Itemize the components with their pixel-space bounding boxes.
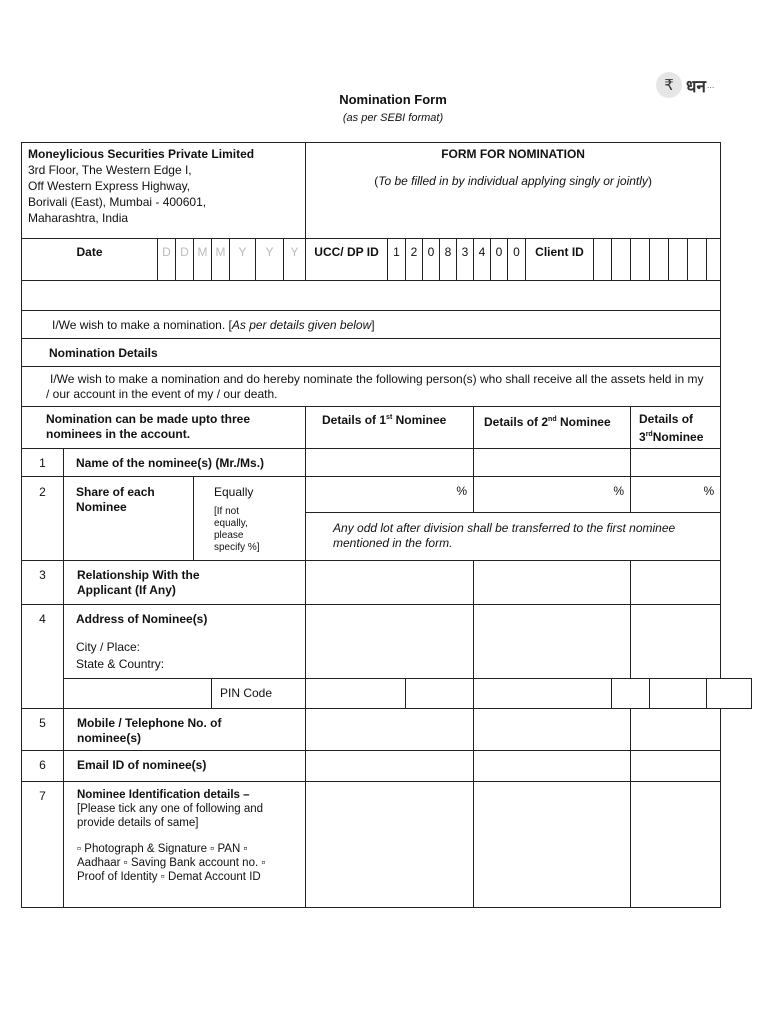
row-4-number: 4	[22, 605, 64, 709]
share-note: [If not equally, please specify %]	[214, 506, 260, 553]
ucc-digit-7: 0	[491, 239, 508, 281]
share-equally-cell	[194, 477, 306, 561]
form-heading-note	[312, 174, 714, 189]
client-id-box-1[interactable]	[594, 239, 612, 281]
nominee-1-relationship[interactable]	[306, 561, 474, 605]
date-box-d1[interactable]: D	[158, 239, 176, 281]
date-box-y1[interactable]: Y	[230, 239, 256, 281]
date-label: Date	[22, 239, 158, 281]
nominee-1-phone[interactable]	[306, 709, 474, 751]
nominee-3-relationship[interactable]	[631, 561, 721, 605]
nominee-3-heading	[631, 407, 721, 449]
declaration-text: I/We wish to make a nomination and do hereby nominate the following person(s) who shall receive all the assets held in my / our account in the event of my / our death.	[22, 367, 721, 407]
nominee-2-identification[interactable]	[474, 782, 631, 908]
nominee-3-address[interactable]	[631, 605, 721, 679]
city-label: City / Place:	[76, 640, 141, 654]
address-line-2: Off Western Express Highway,	[28, 179, 191, 193]
wish-close: ]	[371, 318, 375, 332]
ucc-digit-5: 3	[457, 239, 474, 281]
n3-sup: rd	[645, 431, 653, 438]
address-line-3: Borivali (East), Mumbai - 400601,	[28, 195, 207, 209]
rupee-icon: ₹	[656, 72, 682, 98]
ucc-digit-6: 4	[474, 239, 491, 281]
nominee-3-phone[interactable]	[631, 709, 721, 751]
row-4-label: Address of Nominee(s)	[76, 612, 208, 626]
row-5-label: Mobile / Telephone No. of nominee(s)	[64, 709, 306, 751]
n2-tail: Nominee	[556, 415, 611, 429]
client-id-label: Client ID	[526, 239, 594, 281]
date-box-d2[interactable]: D	[176, 239, 194, 281]
row-7-number: 7	[22, 782, 64, 908]
client-id-box-5[interactable]	[669, 239, 688, 281]
state-label: State & Country:	[76, 657, 165, 671]
nominee-2-pin-a[interactable]	[474, 679, 612, 709]
nominee-2-relationship[interactable]	[474, 561, 631, 605]
n1-sup: st	[386, 414, 393, 421]
row-2-number: 2	[22, 477, 64, 561]
note-paren-close: )	[647, 174, 652, 188]
pct-3: %	[703, 484, 715, 498]
row-7-instructions: [Please tick any one of following and provide details of same]	[77, 803, 264, 829]
nomination-form-table	[21, 142, 752, 908]
brand-dots: ...	[706, 80, 715, 90]
address-blank-cell	[64, 679, 212, 709]
n2-text: Details of 2	[484, 415, 549, 429]
row-1-number: 1	[22, 449, 64, 477]
ucc-dp-id-text: UCC/ DP ID	[314, 245, 379, 259]
nominee-2-pin-b[interactable]	[612, 679, 650, 709]
page-subtitle: (as per SEBI format)	[342, 112, 444, 124]
nominee-2-name[interactable]	[474, 449, 631, 477]
address-line-1: 3rd Floor, The Western Edge I,	[28, 163, 192, 177]
nominee-2-phone[interactable]	[474, 709, 631, 751]
nominee-1-pin-b[interactable]	[406, 679, 474, 709]
ucc-dp-id-label	[306, 239, 388, 281]
company-address-cell	[22, 143, 306, 239]
nominee-1-share[interactable]	[306, 477, 474, 513]
note-paren-open: (	[374, 174, 379, 188]
n1-tail: Nominee	[392, 413, 447, 427]
id-options: ▫ Photograph & Signature ▫ PAN ▫ Aadhaar ▫ Saving Bank account no. ▫ Proof of Identity ▫ Demat Account ID	[77, 843, 266, 883]
client-id-box-4[interactable]	[650, 239, 669, 281]
client-id-box-7[interactable]	[707, 239, 721, 281]
nominee-3-pin-b[interactable]	[707, 679, 752, 709]
company-name: Moneylicious Securities Private Limited	[28, 147, 255, 161]
nominee-1-identification[interactable]	[306, 782, 474, 908]
wish-italic: As per details given below	[231, 318, 372, 332]
nominee-1-name[interactable]	[306, 449, 474, 477]
page-title: Nomination Form	[339, 92, 447, 107]
row-7-label: Nominee Identification details –	[77, 789, 250, 801]
odd-lot-note: Any odd lot after division shall be transferred to the first nominee mentioned in the form.	[306, 513, 721, 561]
brand-wordmark: धन	[686, 76, 706, 97]
equally-label: Equally	[214, 485, 254, 499]
row-5-number: 5	[22, 709, 64, 751]
date-box-m2[interactable]: M	[212, 239, 230, 281]
row-7-cell	[64, 782, 306, 908]
wish-row	[22, 311, 721, 339]
nominee-3-share[interactable]	[631, 477, 721, 513]
client-id-box-6[interactable]	[688, 239, 707, 281]
note-text: To be filled in by individual applying singly or jointly	[378, 174, 648, 188]
nominee-limit-note: Nomination can be made upto three nominees in the account.	[22, 407, 306, 449]
ucc-digit-4: 8	[440, 239, 457, 281]
row-3-label: Relationship With the Applicant (If Any)	[64, 561, 306, 605]
form-heading-cell	[306, 143, 721, 239]
client-id-box-3[interactable]	[631, 239, 650, 281]
nominee-2-address[interactable]	[474, 605, 631, 679]
ucc-digit-1: 1	[388, 239, 406, 281]
nominee-3-name[interactable]	[631, 449, 721, 477]
pct-2: %	[613, 484, 625, 498]
pct-1: %	[456, 484, 468, 498]
nominee-3-identification[interactable]	[631, 782, 721, 908]
n2-sup: nd	[548, 416, 557, 423]
ucc-digit-8: 0	[508, 239, 526, 281]
nominee-1-heading	[306, 407, 474, 449]
date-box-m1[interactable]: M	[194, 239, 212, 281]
n1-text: Details of 1	[322, 413, 387, 427]
nominee-1-email[interactable]	[306, 751, 474, 782]
ucc-digit-3: 0	[423, 239, 440, 281]
row-2-label: Share of each Nominee	[64, 477, 194, 561]
form-heading: FORM FOR NOMINATION	[441, 147, 585, 161]
nominee-2-share[interactable]	[474, 477, 631, 513]
client-id-box-2[interactable]	[612, 239, 631, 281]
date-box-y3[interactable]: Y	[284, 239, 306, 281]
address-line-4: Maharashtra, India	[28, 211, 129, 225]
nomination-details-heading: Nomination Details	[22, 339, 721, 367]
nominee-3-email[interactable]	[631, 751, 721, 782]
ucc-digit-2: 2	[406, 239, 423, 281]
wish-text: I/We wish to make a nomination. [	[52, 318, 232, 332]
nominee-2-email[interactable]	[474, 751, 631, 782]
row-1-label: Name of the nominee(s) (Mr./Ms.)	[64, 449, 306, 477]
nominee-3-pin-a[interactable]	[650, 679, 707, 709]
nominee-1-address[interactable]	[306, 605, 474, 679]
row-6-number: 6	[22, 751, 64, 782]
row-6-label: Email ID of nominee(s)	[64, 751, 306, 782]
date-box-y2[interactable]: Y	[256, 239, 284, 281]
nominee-1-pin-a[interactable]	[306, 679, 406, 709]
n3-text: Details of 3	[639, 412, 694, 444]
pin-code-label: PIN Code	[212, 679, 306, 709]
blank-row	[22, 281, 721, 311]
n3-tail: Nominee	[652, 430, 704, 444]
row-4-label-cell	[64, 605, 306, 679]
row-3-number: 3	[22, 561, 64, 605]
nominee-2-heading	[474, 407, 631, 449]
